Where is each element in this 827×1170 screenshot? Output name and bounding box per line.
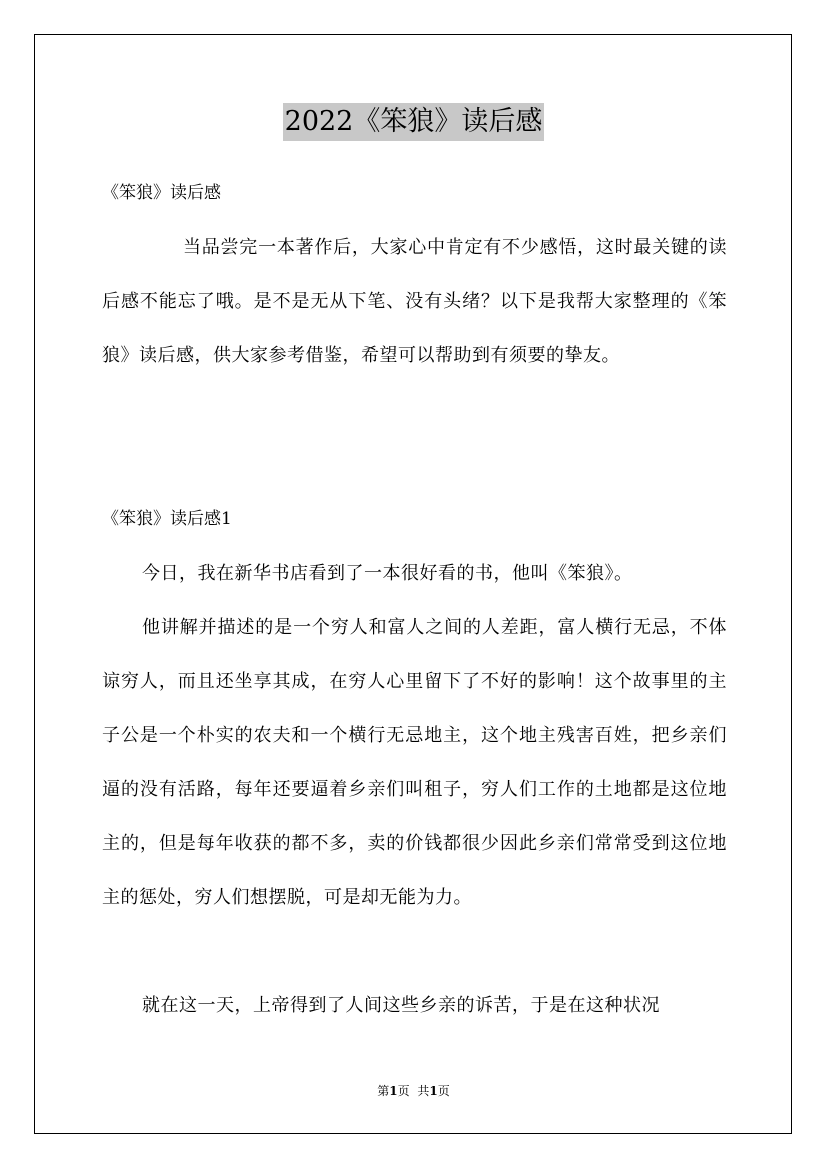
- total-pages: 1: [429, 1084, 438, 1098]
- page-current: 1: [389, 1084, 398, 1098]
- body-paragraph-3: 就在这一天，上帝得到了人间这些乡亲的诉苦，于是在这种状况: [142, 995, 660, 1016]
- page-footer: [0, 1083, 827, 1099]
- total-prefix: 共: [417, 1084, 430, 1098]
- page-prefix: 第: [377, 1084, 390, 1098]
- page-suffix: 页: [397, 1084, 410, 1098]
- body-paragraph-2: 他讲解并描述的是一个穷人和富人之间的人差距，富人横行无忌，不体谅穷人，而且还坐享其成，在穷人心里留下了不好的影响！这个故事里的主子公是一个朴实的农夫和一个横行无忌地主，这个地主残害百姓，把乡亲们逼的没有活路，每年还要逼着乡亲们叫租子，穷人们工作的土地都是这位地主的，但是每年收获的都不多，卖的价钱都很少因此乡亲们常常受到这位地主的惩处，穷人们想摆脱，可是却无能为力。: [102, 617, 727, 908]
- document-title: 2022《笨狼》读后感: [283, 103, 545, 141]
- intro-paragraph: 当品尝完一本著作后，大家心中肯定有不少感悟，这时最关键的读后感不能忘了哦。是不是无从下笔、没有头绪？以下是我帮大家整理的《笨狼》读后感，供大家参考借鉴，希望可以帮助到有须要的挚友。: [102, 237, 727, 366]
- total-suffix: 页: [437, 1084, 450, 1098]
- document-subtitle: 《笨狼》读后感: [102, 183, 221, 203]
- section-heading: 《笨狼》读后感1: [102, 509, 232, 529]
- title-container: [0, 103, 827, 141]
- body-paragraph-1: 今日，我在新华书店看到了一本很好看的书，他叫《笨狼》。: [142, 563, 633, 584]
